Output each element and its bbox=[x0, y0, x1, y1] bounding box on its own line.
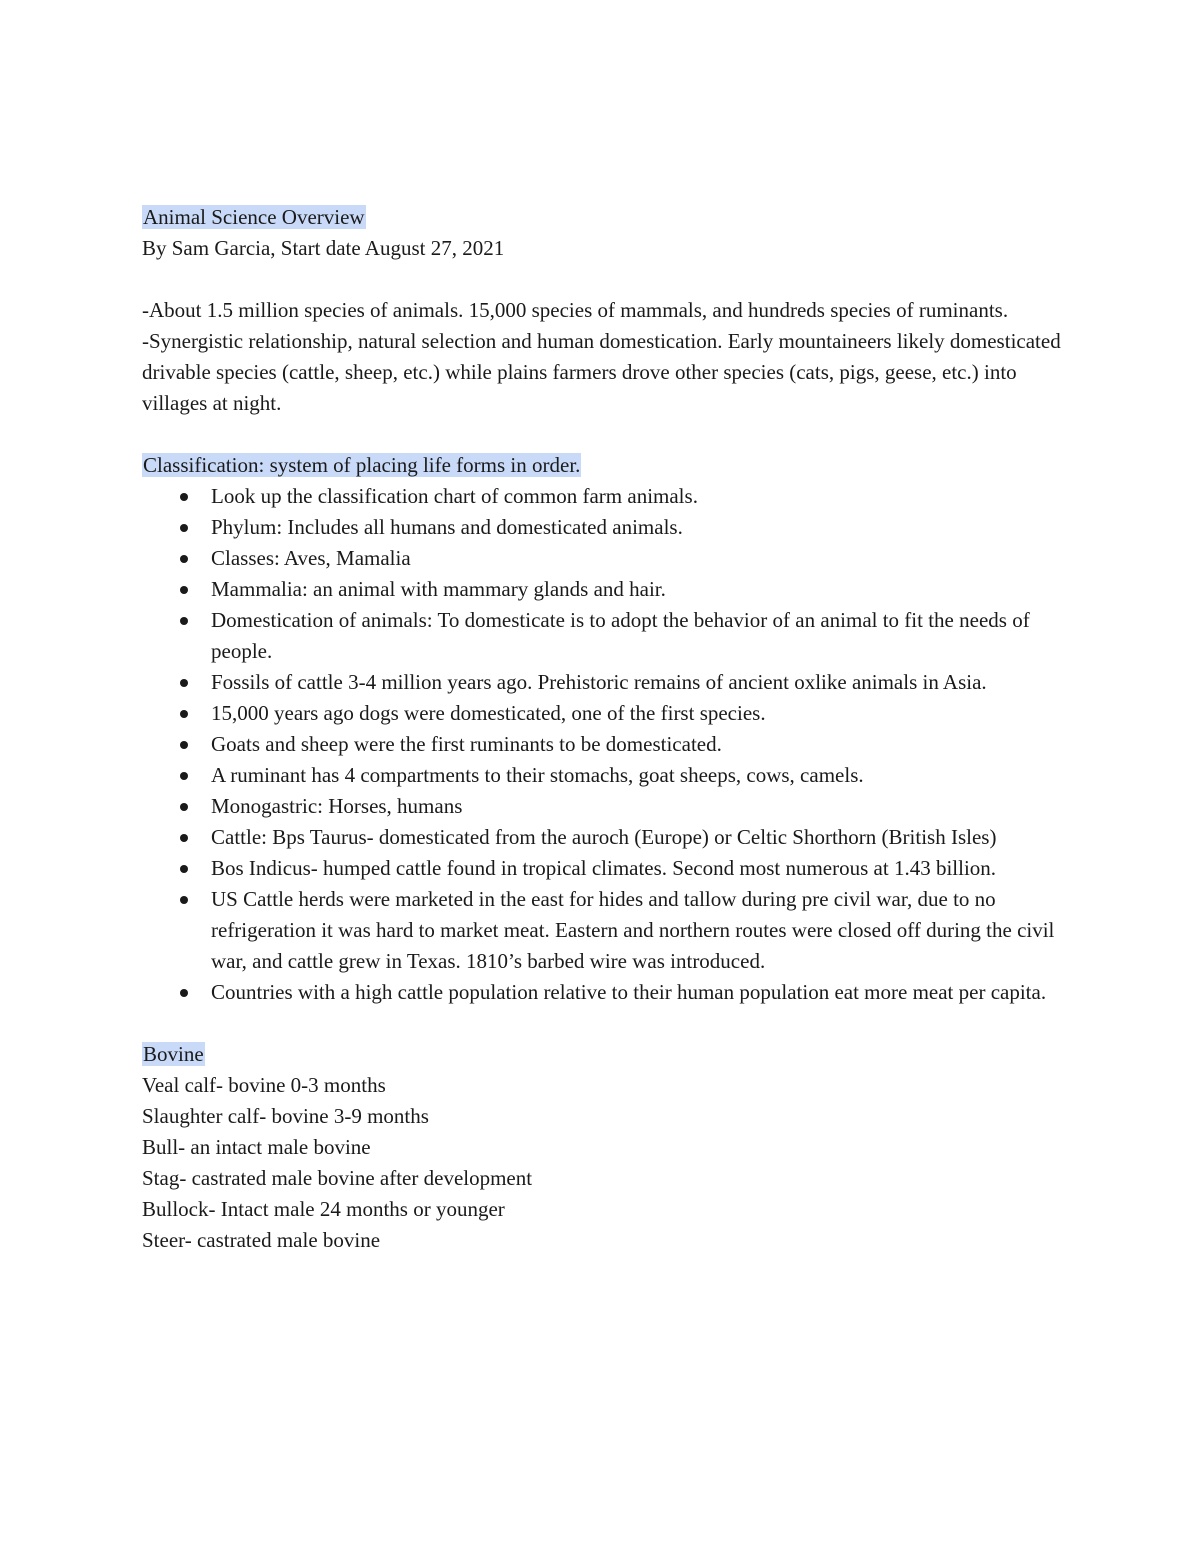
bullet-icon bbox=[180, 803, 188, 811]
blank-line bbox=[142, 264, 1062, 295]
list-item-text: Goats and sheep were the first ruminants to be domesticated. bbox=[211, 732, 722, 756]
bullet-icon bbox=[180, 772, 188, 780]
bullet-icon bbox=[180, 524, 188, 532]
bovine-term[interactable]: Slaughter calf- bovine 3-9 months bbox=[142, 1104, 429, 1128]
list-item[interactable] bbox=[142, 760, 1062, 791]
list-item-text: Monogastric: Horses, humans bbox=[211, 794, 463, 818]
bullet-icon bbox=[180, 989, 188, 997]
list-item-text: Cattle: Bps Taurus- domesticated from the auroch (Europe) or Celtic Shorthorn (British Isles) bbox=[211, 825, 997, 849]
list-item-text: Phylum: Includes all humans and domesticated animals. bbox=[211, 515, 683, 539]
list-item[interactable] bbox=[142, 512, 1062, 543]
list-item[interactable] bbox=[142, 481, 1062, 512]
bullet-icon bbox=[180, 679, 188, 687]
list-item[interactable] bbox=[142, 698, 1062, 729]
list-item[interactable] bbox=[142, 791, 1062, 822]
list-item-text: 15,000 years ago dogs were domesticated, one of the first species. bbox=[211, 701, 766, 725]
bullet-icon bbox=[180, 617, 188, 625]
bullet-icon bbox=[180, 586, 188, 594]
bullet-icon bbox=[180, 493, 188, 501]
list-item-text: Look up the classification chart of common farm animals. bbox=[211, 484, 698, 508]
list-item-text: Mammalia: an animal with mammary glands and hair. bbox=[211, 577, 666, 601]
list-item[interactable] bbox=[142, 977, 1062, 1008]
byline[interactable]: By Sam Garcia, Start date August 27, 2021 bbox=[142, 236, 505, 260]
bovine-term[interactable]: Bull- an intact male bovine bbox=[142, 1135, 371, 1159]
blank-line bbox=[142, 1008, 1062, 1039]
classification-heading[interactable]: Classification: system of placing life forms in order. bbox=[143, 453, 581, 477]
classification-bullet-list bbox=[142, 481, 1062, 1008]
bullet-icon bbox=[180, 710, 188, 718]
bovine-heading[interactable]: Bovine bbox=[143, 1042, 204, 1066]
list-item[interactable] bbox=[142, 605, 1062, 667]
list-item[interactable] bbox=[142, 884, 1062, 977]
bullet-icon bbox=[180, 741, 188, 749]
bullet-icon bbox=[180, 865, 188, 873]
list-item[interactable] bbox=[142, 822, 1062, 853]
document-page bbox=[142, 202, 1062, 1256]
bovine-term[interactable]: Stag- castrated male bovine after development bbox=[142, 1166, 533, 1190]
blank-line bbox=[142, 419, 1062, 450]
bovine-heading-line bbox=[142, 1039, 1062, 1070]
title-line bbox=[142, 202, 1062, 233]
list-item-text: Bos Indicus- humped cattle found in tropical climates. Second most numerous at 1.43 billion. bbox=[211, 856, 997, 880]
list-item[interactable] bbox=[142, 543, 1062, 574]
list-item-text: US Cattle herds were marketed in the east for hides and tallow during pre civil war, due to no refrigeration it was hard to market meat. Eastern and northern routes were closed off during the civil war, and cattle grew in Texas. 1810’s barbed wire was introduced. bbox=[211, 887, 1055, 973]
bovine-term[interactable]: Bullock- Intact male 24 months or younger bbox=[142, 1197, 505, 1221]
intro-paragraph-species[interactable]: -About 1.5 million species of animals. 15,000 species of mammals, and hundreds species of ruminants. bbox=[142, 298, 1009, 322]
list-item-text: Classes: Aves, Mamalia bbox=[211, 546, 411, 570]
document-title[interactable]: Animal Science Overview bbox=[143, 205, 365, 229]
bovine-term[interactable]: Veal calf- bovine 0-3 months bbox=[142, 1073, 386, 1097]
bovine-term[interactable]: Steer- castrated male bovine bbox=[142, 1228, 381, 1252]
classification-heading-line bbox=[142, 450, 1062, 481]
bullet-icon bbox=[180, 834, 188, 842]
list-item[interactable] bbox=[142, 574, 1062, 605]
list-item-text: Fossils of cattle 3-4 million years ago. Prehistoric remains of ancient oxlike animals in Asia. bbox=[211, 670, 987, 694]
bullet-icon bbox=[180, 896, 188, 904]
intro-paragraph-domestication[interactable]: -Synergistic relationship, natural selection and human domestication. Early mountaineers likely domesticated drivable species (cattle, sheep, etc.) while plains farmers drove other species (cats, pigs, geese, etc.) into villages at night. bbox=[142, 329, 1061, 415]
list-item[interactable] bbox=[142, 853, 1062, 884]
list-item-text: Countries with a high cattle population relative to their human population eat more meat per capita. bbox=[211, 980, 1047, 1004]
bullet-icon bbox=[180, 555, 188, 563]
list-item[interactable] bbox=[142, 667, 1062, 698]
list-item-text: A ruminant has 4 compartments to their stomachs, goat sheeps, cows, camels. bbox=[211, 763, 864, 787]
list-item-text: Domestication of animals: To domesticate is to adopt the behavior of an animal to fit the needs of people. bbox=[211, 608, 1030, 663]
list-item[interactable] bbox=[142, 729, 1062, 760]
